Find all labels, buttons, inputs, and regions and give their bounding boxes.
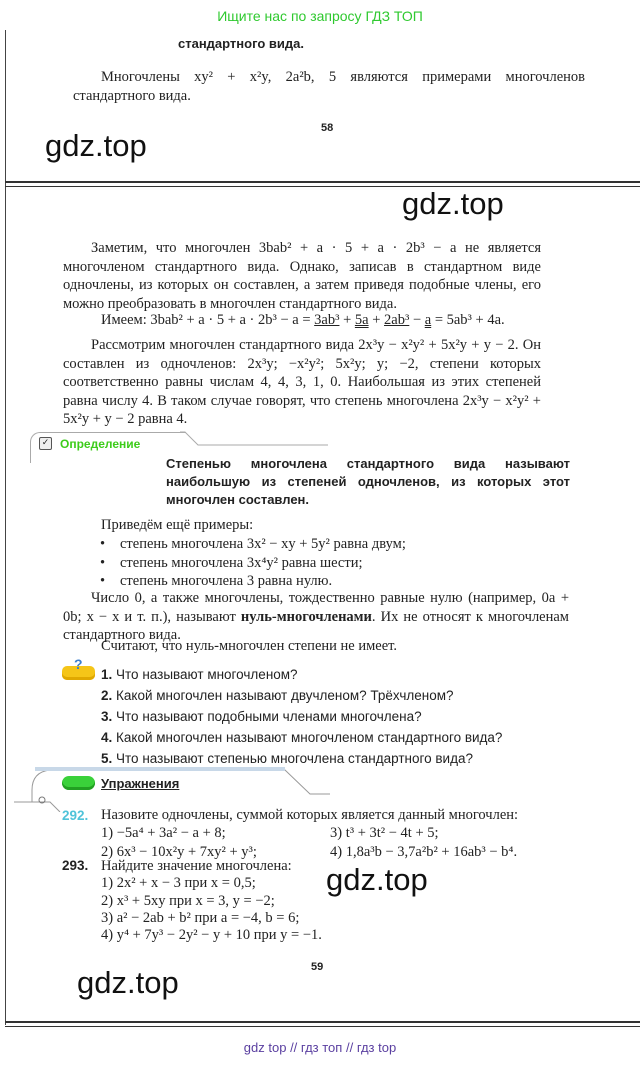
question-num: 3.: [101, 709, 113, 724]
list-item: • степень многочлена 3 равна нулю.: [100, 573, 333, 589]
zero-degree-note: Считают, что нуль-многочлен степени не имеет.: [101, 638, 398, 654]
question-text: Что называют многочленом?: [116, 667, 298, 682]
term-3ab3: 3ab³: [314, 312, 340, 328]
exercise-293-text: Найдите значение многочлена:: [101, 858, 292, 874]
paragraph-non-standard: Заметим, что многочлен 3bab² + a · 5 + a · 2b³ − a не является многочленом стандартного вида. Однако, записав в стандартном виде одночлены, из которых он составлен, а затем приведя подобные члены, его можно преобразовать в многочлен стандартного вида.: [63, 240, 541, 312]
watermark: gdz.top: [77, 965, 179, 1000]
term-5a: 5a: [354, 312, 369, 328]
exercise-item: 1) −5a⁴ + 3a² − a + 8;: [101, 825, 226, 841]
question-item: [101, 706, 502, 727]
checkbox-icon: ✓: [39, 437, 52, 450]
example-text: степень многочлена 3x² − xy + 5y² равна двум;: [120, 536, 406, 552]
plus: +: [339, 312, 355, 328]
question-num: 5.: [101, 751, 113, 766]
exercises-icon: [62, 776, 95, 790]
exercises-label: Упражнения: [101, 776, 180, 791]
page-number-59: 59: [311, 961, 324, 973]
question-item: [101, 685, 502, 706]
question-text: Что называют степенью многочлена стандартного вида?: [116, 751, 473, 766]
exercise-item: 1) 2x² + x − 3 при x = 0,5;: [101, 875, 256, 891]
list-item: • степень многочлена 3x⁴y² равна шести;: [100, 554, 363, 571]
page-bottom-separator: [5, 1021, 640, 1027]
footer-separator: //: [345, 1040, 354, 1055]
exercise-item: 3) t³ + 3t² − 4t + 5;: [330, 825, 439, 841]
definition-label: Определение: [60, 437, 141, 451]
exercise-item: 2) 6x³ − 10x²y + 7xy² + y³;: [101, 844, 257, 860]
footer-link[interactable]: гдз топ: [300, 1040, 343, 1055]
exercise-293-number: 293.: [62, 858, 89, 873]
search-banner: Ищите нас по запросу ГДЗ ТОП: [217, 8, 423, 24]
definition-tab-edge: [180, 431, 330, 451]
term-bold: нуль-многочленами: [240, 608, 372, 625]
exercise-item: 2) x³ + 5xy при x = 3, y = −2;: [101, 893, 275, 909]
page-border-left: [5, 30, 6, 1025]
text: . Их не относят к многочленам стандартного вида.: [63, 608, 569, 643]
have-equation: [101, 311, 505, 330]
question-num: 2.: [101, 688, 113, 703]
footer-links: [0, 1040, 640, 1055]
heading-tail: стандартного вида.: [178, 36, 304, 51]
exercise-292-number: 292.: [62, 808, 89, 823]
minus: −: [409, 312, 425, 328]
examples-list: [100, 535, 406, 591]
paragraph-degree-example: Рассмотрим многочлен стандартного вида 2x³y − x²y² + 5x²y + y − 2. Он составлен из одночленов: 2x³y; −x²y²; 5x²y; y; −2, степени которых соответственно равны числам 4, 4, 3, 1, 0. Наибольшая из этих степеней равна числу 4. В таком случае говорят, что степень многочлена 2x³y − x²y² + 5x²y + y − 2 равна 4.: [63, 337, 541, 427]
have-result: = 5ab³ + 4a.: [431, 312, 505, 328]
watermark: gdz.top: [402, 186, 504, 221]
examples-intro: Приведём ещё примеры:: [101, 517, 254, 533]
exercise-item: 3) a² − 2ab + b² при a = −4, b = 6;: [101, 910, 300, 926]
footer-link[interactable]: гдз top: [356, 1040, 397, 1055]
term-a: a: [424, 312, 432, 328]
question-num: 4.: [101, 730, 113, 745]
question-item: [101, 727, 502, 748]
example-text: степень многочлена 3x⁴y² равна шести;: [120, 554, 363, 571]
questions-list: [101, 664, 502, 769]
page-number-58: 58: [321, 122, 334, 134]
text: Число 0, а также многочлены, тождественно равные нулю (например, 0a + 0b; x − x и т. п.), называют: [63, 590, 569, 625]
footer-link[interactable]: gdz top: [243, 1040, 287, 1055]
have-label: Имеем: 3bab² + a · 5 + a · 2b³ − a =: [101, 312, 315, 328]
term-2ab3: 2ab³: [384, 312, 410, 328]
exercise-item: 4) 1,8a³b − 3,7a²b² + 16ab³ − b⁴.: [330, 844, 518, 860]
definition-text: Степенью многочлена стандартного вида называют наибольшую из степеней одночленов, из которых этот многочлен составлен.: [166, 456, 570, 507]
question-item: [101, 664, 502, 685]
watermark: gdz.top: [45, 128, 147, 163]
exercise-292-text: Назовите одночлены, суммой которых является данный многочлен:: [101, 807, 519, 823]
paragraph-examples: Многочлены xy² + x²y, 2a²b, 5 являются примерами многочленов стандартного вида.: [73, 69, 585, 104]
list-item: • степень многочлена 3x² − xy + 5y² равна двум;: [100, 536, 406, 552]
exercise-item: 4) y⁴ + 7y³ − 2y² − y + 10 при y = −1.: [101, 927, 322, 943]
footer-separator: //: [290, 1040, 298, 1055]
question-text: Какой многочлен называют двучленом? Трёхчленом?: [116, 688, 454, 703]
watermark: gdz.top: [326, 862, 428, 897]
question-text: Какой многочлен называют многочленом стандартного вида?: [116, 730, 503, 745]
question-icon: ?: [62, 666, 95, 680]
question-num: 1.: [101, 667, 113, 682]
plus: +: [368, 312, 385, 328]
page-separator: [5, 181, 640, 187]
example-text: степень многочлена 3 равна нулю.: [120, 573, 333, 589]
question-text: Что называют подобными членами многочлена?: [116, 709, 422, 724]
